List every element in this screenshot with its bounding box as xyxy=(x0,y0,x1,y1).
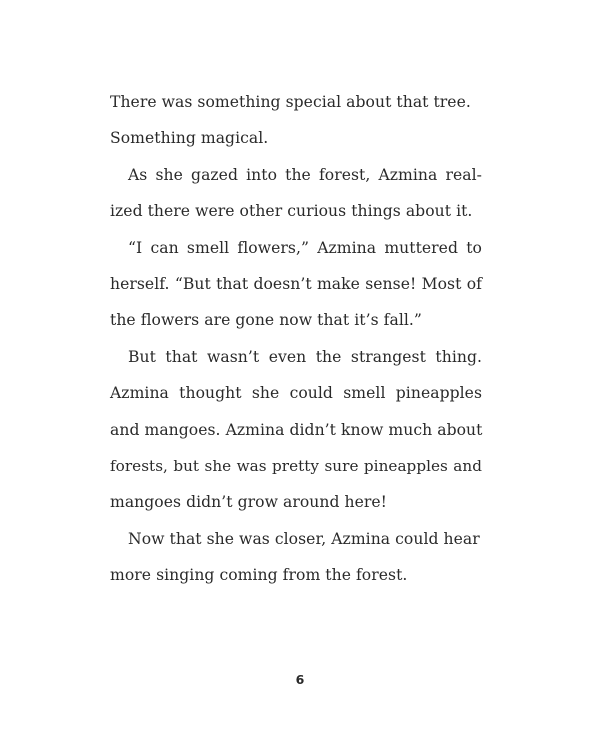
body-text xyxy=(110,84,482,593)
text-line: herself. “But that doesn’t make sense! Most of xyxy=(110,274,482,293)
text-line: But that wasn’t even the strangest thing. xyxy=(128,347,482,366)
text-line: Something magical. xyxy=(110,129,269,148)
page-number: 6 xyxy=(295,672,305,687)
text-line: more singing coming from the forest. xyxy=(110,566,408,585)
text-line: mangoes didn’t grow around here! xyxy=(110,493,387,512)
text-line: and mangoes. Azmina didn’t know much about xyxy=(110,420,483,439)
text-line: Azmina thought she could smell pineapples xyxy=(110,384,482,403)
text-line: As she gazed into the forest, Azmina real- xyxy=(128,165,482,184)
text-line: the flowers are gone now that it’s fall.” xyxy=(110,311,422,330)
text-line: forests, but she was pretty sure pineapples and xyxy=(110,456,482,475)
text-line: There was something special about that tree. xyxy=(110,93,471,111)
text-line: “I can smell flowers,” Azmina muttered to xyxy=(128,238,482,257)
text-line: Now that she was closer, Azmina could hear xyxy=(128,529,480,548)
text-line: ized there were other curious things about it. xyxy=(110,202,473,221)
